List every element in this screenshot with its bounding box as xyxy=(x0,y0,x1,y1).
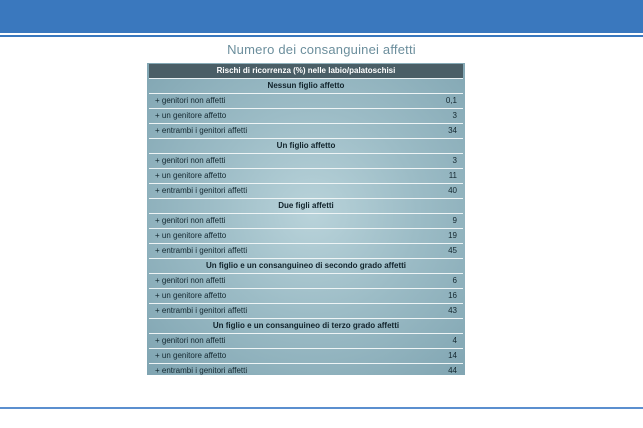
row-value: 3 xyxy=(452,111,457,120)
row-label: + entrambi i genitori affetti xyxy=(155,366,248,375)
section-heading: Due figli affetti xyxy=(149,199,463,214)
row-label: + entrambi i genitori affetti xyxy=(155,246,248,255)
table-row xyxy=(149,184,463,199)
row-value: 0,1 xyxy=(445,96,457,105)
table-row xyxy=(149,169,463,184)
row-value: 9 xyxy=(452,216,457,225)
section-heading: Un figlio affetto xyxy=(149,139,463,154)
footer-divider xyxy=(0,407,643,409)
table-row xyxy=(149,244,463,259)
row-value: 14 xyxy=(448,351,457,360)
row-value: 43 xyxy=(448,306,457,315)
section-heading: Nessun figlio affetto xyxy=(149,79,463,94)
header-divider xyxy=(0,35,643,37)
row-label: + un genitore affetto xyxy=(155,291,227,300)
row-value: 4 xyxy=(452,336,457,345)
table-row xyxy=(149,229,463,244)
table-row xyxy=(149,109,463,124)
table-row xyxy=(149,304,463,319)
row-value: 19 xyxy=(448,231,457,240)
table-row xyxy=(149,364,463,378)
row-value: 40 xyxy=(448,186,457,195)
table-row xyxy=(149,154,463,169)
row-value: 16 xyxy=(448,291,457,300)
row-label: + un genitore affetto xyxy=(155,231,227,240)
row-value: 44 xyxy=(448,366,457,375)
row-value: 11 xyxy=(448,171,457,180)
row-label: + genitori non affetti xyxy=(155,276,226,285)
section-heading: Un figlio e un consanguineo di secondo grado affetti xyxy=(149,259,463,274)
row-label: + genitori non affetti xyxy=(155,336,226,345)
row-label: + genitori non affetti xyxy=(155,96,226,105)
table-row xyxy=(149,94,463,109)
recurrence-risk-table xyxy=(147,63,465,375)
row-label: + un genitore affetto xyxy=(155,111,227,120)
row-value: 45 xyxy=(448,246,457,255)
row-value: 34 xyxy=(448,126,457,135)
row-value: 6 xyxy=(452,276,457,285)
section-heading: Un figlio e un consanguineo di terzo grado affetti xyxy=(149,319,463,334)
row-value: 3 xyxy=(452,156,457,165)
table-header: Rischi di ricorrenza (%) nelle labio/palatoschisi xyxy=(149,64,463,79)
table-row xyxy=(149,349,463,364)
table-row xyxy=(149,124,463,139)
slide-title: Numero dei consanguinei affetti xyxy=(227,42,416,57)
row-label: + un genitore affetto xyxy=(155,351,227,360)
row-label: + entrambi i genitori affetti xyxy=(155,126,248,135)
row-label: + un genitore affetto xyxy=(155,171,227,180)
row-label: + genitori non affetti xyxy=(155,216,226,225)
row-label: + entrambi i genitori affetti xyxy=(155,306,248,315)
table-row xyxy=(149,289,463,304)
row-label: + genitori non affetti xyxy=(155,156,226,165)
table-row xyxy=(149,274,463,289)
table-row xyxy=(149,214,463,229)
header-bar xyxy=(0,0,643,33)
table-row xyxy=(149,334,463,349)
row-label: + entrambi i genitori affetti xyxy=(155,186,248,195)
